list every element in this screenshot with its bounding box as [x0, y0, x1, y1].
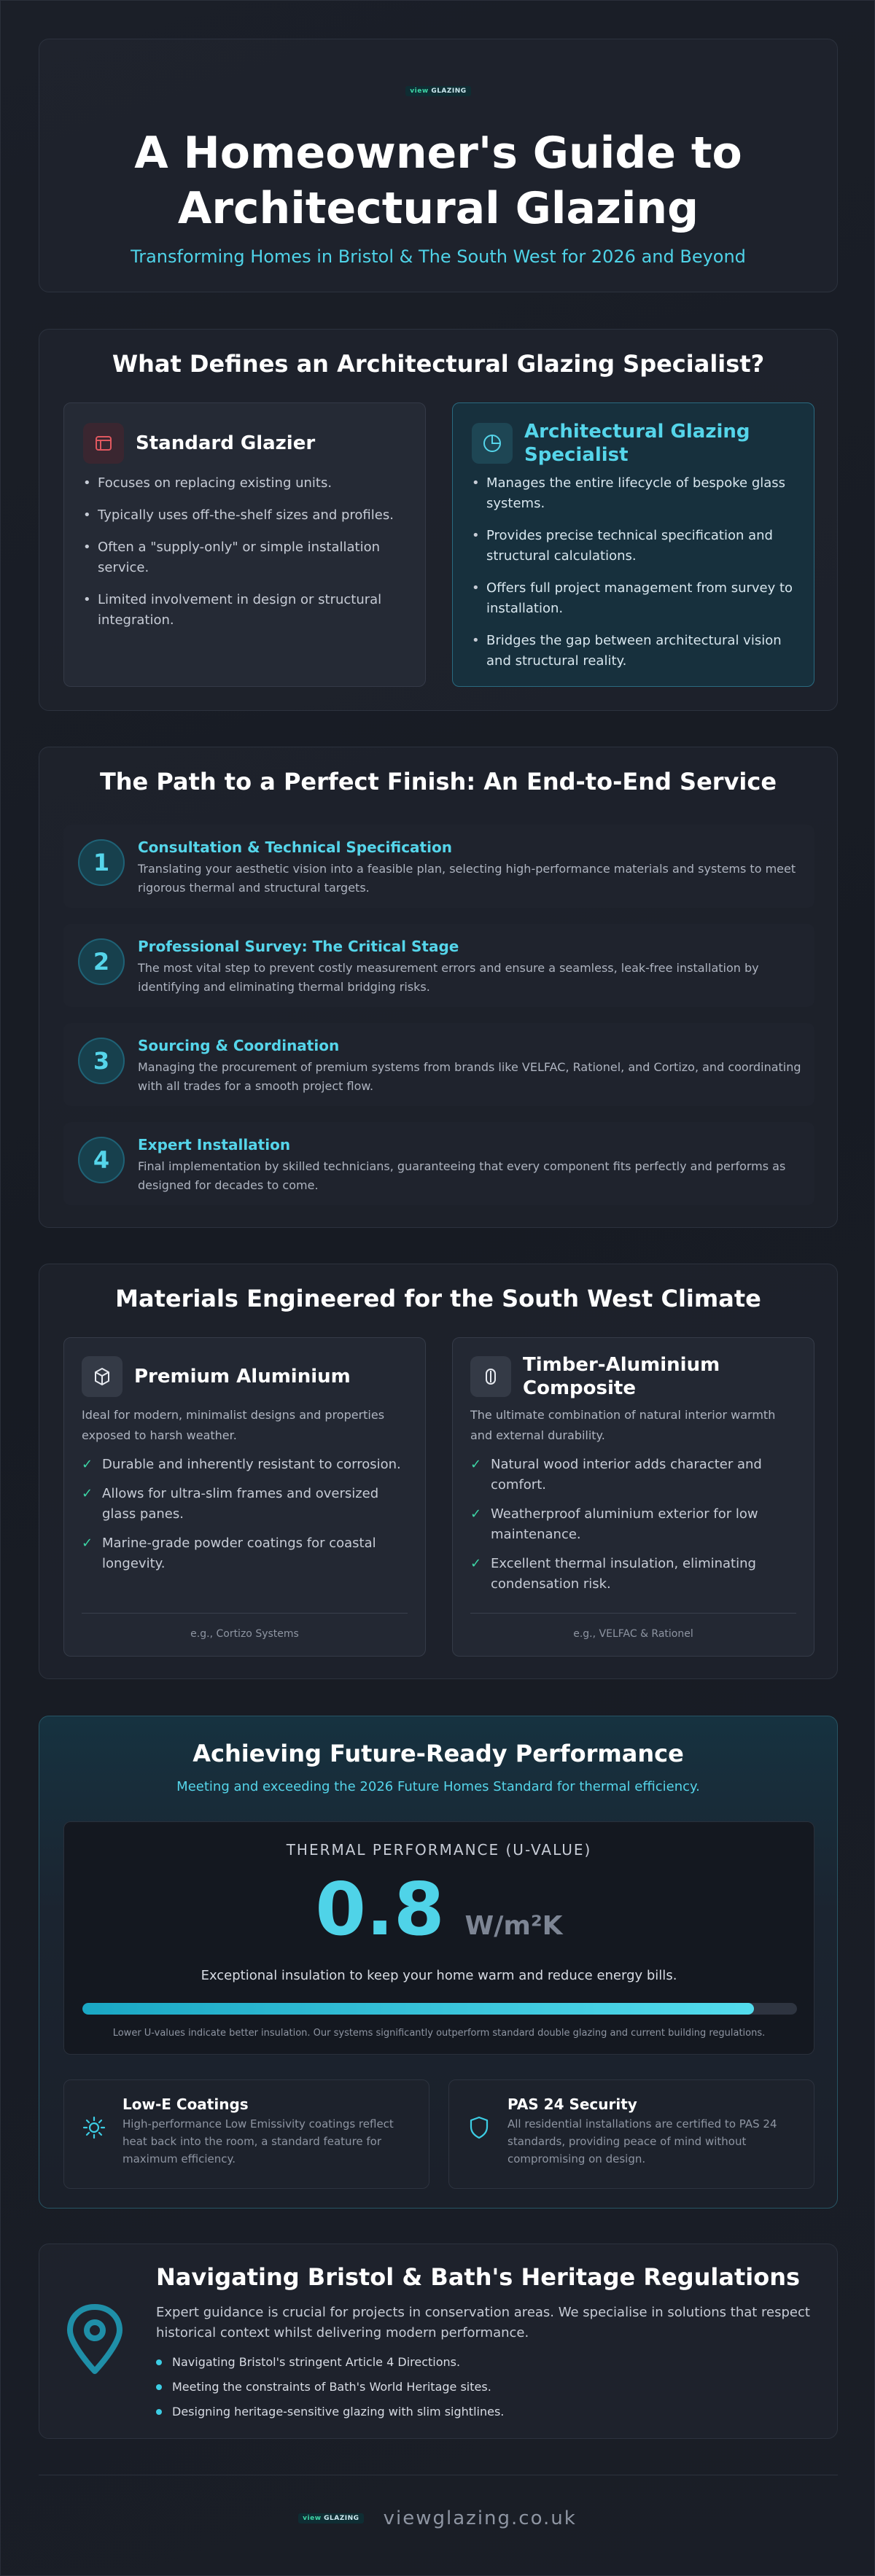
- feature-description: High-performance Low Emissivity coatings reflect heat back into the room, a standard feature for maximum efficiency.: [122, 2117, 394, 2166]
- thermal-panel: [63, 1821, 814, 2055]
- materials-section: [39, 1264, 838, 1679]
- specialist-card: [452, 402, 814, 687]
- feature-title: PAS 24 Security: [508, 2096, 637, 2113]
- performance-section: [39, 1716, 838, 2209]
- footer-logo-prefix: view: [303, 2515, 322, 2522]
- timber-intro: The ultimate combination of natural interior warmth and external durability.: [470, 1408, 776, 1442]
- step-description: Final implementation by skilled technicians, guaranteeing that every component fits perfectly and performs as designed for decades to come.: [138, 1159, 786, 1192]
- step-title: Professional Survey: The Critical Stage: [138, 938, 459, 955]
- footer-logo-suffix: GLAZING: [324, 2515, 359, 2522]
- heritage-section: [39, 2244, 838, 2439]
- page-title-line1: A Homeowner's Guide to: [134, 128, 742, 179]
- timber-header: [470, 1355, 796, 1398]
- u-value: 0.8: [315, 1867, 445, 1952]
- hero-card: [39, 39, 838, 292]
- thermal-description: Exceptional insulation to keep your home warm and reduce energy bills.: [201, 1968, 677, 1983]
- pie-chart-icon: [472, 423, 513, 464]
- window-frame-icon: [83, 423, 124, 464]
- timber-aluminium-card: [452, 1337, 814, 1657]
- feature-description: All residential installations are certified to PAS 24 standards, providing peace of mind without compromising on design.: [508, 2117, 777, 2166]
- list-item: • Typically uses off-the-shelf sizes and profiles.: [83, 505, 406, 526]
- step-number: 4: [78, 1137, 125, 1183]
- step-title: Consultation & Technical Specification: [138, 838, 452, 856]
- aluminium-list: [82, 1455, 408, 1574]
- list-item: ✓ Marine-grade powder coatings for coastal longevity.: [82, 1533, 408, 1574]
- specialist-title: Architectural Glazing Specialist: [524, 421, 750, 466]
- standard-glazier-header: [83, 422, 406, 464]
- step-number: 1: [78, 839, 125, 886]
- list-item: • Limited involvement in design or structural integration.: [83, 590, 406, 631]
- logo-suffix: GLAZING: [431, 87, 467, 95]
- standard-glazier-card: [63, 402, 426, 687]
- performance-title: Achieving Future-Ready Performance: [192, 1740, 684, 1767]
- performance-bar: [82, 2003, 797, 2015]
- thermal-value-row: [64, 1866, 814, 1953]
- footer-url-link[interactable]: viewglazing.co.uk: [383, 2507, 577, 2529]
- step-description: The most vital step to prevent costly measurement errors and ensure a seamless, leak-free installation by identifying and eliminating thermal bridging risks.: [138, 961, 759, 994]
- logo: [39, 82, 837, 96]
- footer-logo: [298, 2513, 363, 2524]
- list-item: ✓ Allows for ultra-slim frames and oversized glass panes.: [82, 1484, 408, 1525]
- step-description: Translating your aesthetic vision into a feasible plan, selecting high-performance materials and systems to meet rigorous thermal and structural targets.: [138, 862, 796, 895]
- list-item: ✓ Excellent thermal insulation, eliminating condensation risk.: [470, 1554, 796, 1595]
- layers-icon: [470, 1356, 511, 1397]
- thermal-note: Lower U-values indicate better insulation. Our systems significantly outperform standard double glazing and current building regulations.: [112, 2028, 766, 2039]
- aluminium-brand-note: e.g., Cortizo Systems: [82, 1613, 408, 1640]
- path-title: The Path to a Perfect Finish: An End-to-End Service: [99, 768, 777, 795]
- logo-mark: [405, 86, 470, 96]
- list-item: Designing heritage-sensitive glazing with slim sightlines.: [156, 2405, 504, 2419]
- performance-subtitle: Meeting and exceeding the 2026 Future Homes Standard for thermal efficiency.: [176, 1779, 700, 1794]
- step-card: [63, 1023, 814, 1106]
- step-card: [63, 924, 814, 1007]
- sun-icon: [82, 2115, 106, 2143]
- step-title: Sourcing & Coordination: [138, 1037, 340, 1054]
- performance-bar-fill: [82, 2003, 754, 2015]
- list-item: ✓ Natural wood interior adds character and comfort.: [470, 1455, 796, 1495]
- pas24-feature: [448, 2079, 814, 2189]
- aluminium-title: Premium Aluminium: [134, 1366, 351, 1388]
- timber-title: [523, 1353, 720, 1400]
- step-description: Managing the procurement of premium systems from brands like VELFAC, Rationel, and Cortizo, and coordinating with all trades for a smooth project flow.: [138, 1060, 801, 1093]
- step-number: 2: [78, 938, 125, 985]
- defines-title: What Defines an Architectural Glazing Specialist?: [112, 350, 765, 378]
- u-value-unit: W/m²K: [464, 1911, 563, 1941]
- list-item: • Focuses on replacing existing units.: [83, 473, 406, 494]
- step-card: [63, 1122, 814, 1205]
- specialist-header: [472, 422, 795, 464]
- step-card: [63, 825, 814, 908]
- list-item: • Offers full project management from survey to installation.: [472, 578, 795, 619]
- specialist-list: [472, 473, 795, 672]
- timber-brand-note: e.g., VELFAC & Rationel: [470, 1613, 796, 1640]
- footer: [1, 2507, 874, 2529]
- materials-title: Materials Engineered for the South West Climate: [115, 1285, 761, 1312]
- standard-glazier-list: [83, 473, 406, 631]
- cube-icon: [82, 1356, 122, 1397]
- page-title-line2: Architectural Glazing: [177, 183, 699, 234]
- standard-glazier-title: Standard Glazier: [136, 432, 316, 454]
- heritage-list: [156, 2355, 504, 2429]
- page-title: [39, 125, 837, 236]
- thermal-label: THERMAL PERFORMANCE (U-VALUE): [286, 1841, 592, 1859]
- list-item: • Often a "supply-only" or simple installation service.: [83, 537, 406, 578]
- logo-prefix: view: [410, 87, 429, 95]
- aluminium-header: [82, 1355, 408, 1398]
- defines-section: [39, 329, 838, 711]
- map-pin-icon: [64, 2303, 125, 2378]
- heritage-description: Expert guidance is crucial for projects in conservation areas. We specialise in solutions that respect historical context whilst delivering modern performance.: [156, 2305, 810, 2340]
- heritage-title: Navigating Bristol & Bath's Heritage Regulations: [156, 2263, 801, 2291]
- list-item: • Bridges the gap between architectural vision and structural reality.: [472, 631, 795, 672]
- path-section: [39, 747, 838, 1228]
- list-item: • Manages the entire lifecycle of bespoke glass systems.: [472, 473, 795, 514]
- timber-list: [470, 1455, 796, 1595]
- list-item: Navigating Bristol's stringent Article 4 Directions.: [156, 2355, 504, 2370]
- timber-title-line1: Timber-Aluminium: [523, 1354, 720, 1376]
- list-item: • Provides precise technical specification and structural calculations.: [472, 526, 795, 567]
- step-title: Expert Installation: [138, 1136, 291, 1153]
- list-item: Meeting the constraints of Bath's World Heritage sites.: [156, 2380, 504, 2394]
- aluminium-card: [63, 1337, 426, 1657]
- timber-title-line2: Composite: [523, 1377, 636, 1399]
- shield-icon: [467, 2115, 491, 2143]
- step-number: 3: [78, 1038, 125, 1084]
- page-subtitle: Transforming Homes in Bristol & The South West for 2026 and Beyond: [131, 246, 746, 267]
- list-item: ✓ Weatherproof aluminium exterior for low maintenance.: [470, 1504, 796, 1545]
- feature-title: Low-E Coatings: [122, 2096, 249, 2113]
- low-e-feature: [63, 2079, 429, 2189]
- aluminium-intro: Ideal for modern, minimalist designs and properties exposed to harsh weather.: [82, 1408, 385, 1442]
- list-item: ✓ Durable and inherently resistant to corrosion.: [82, 1455, 408, 1475]
